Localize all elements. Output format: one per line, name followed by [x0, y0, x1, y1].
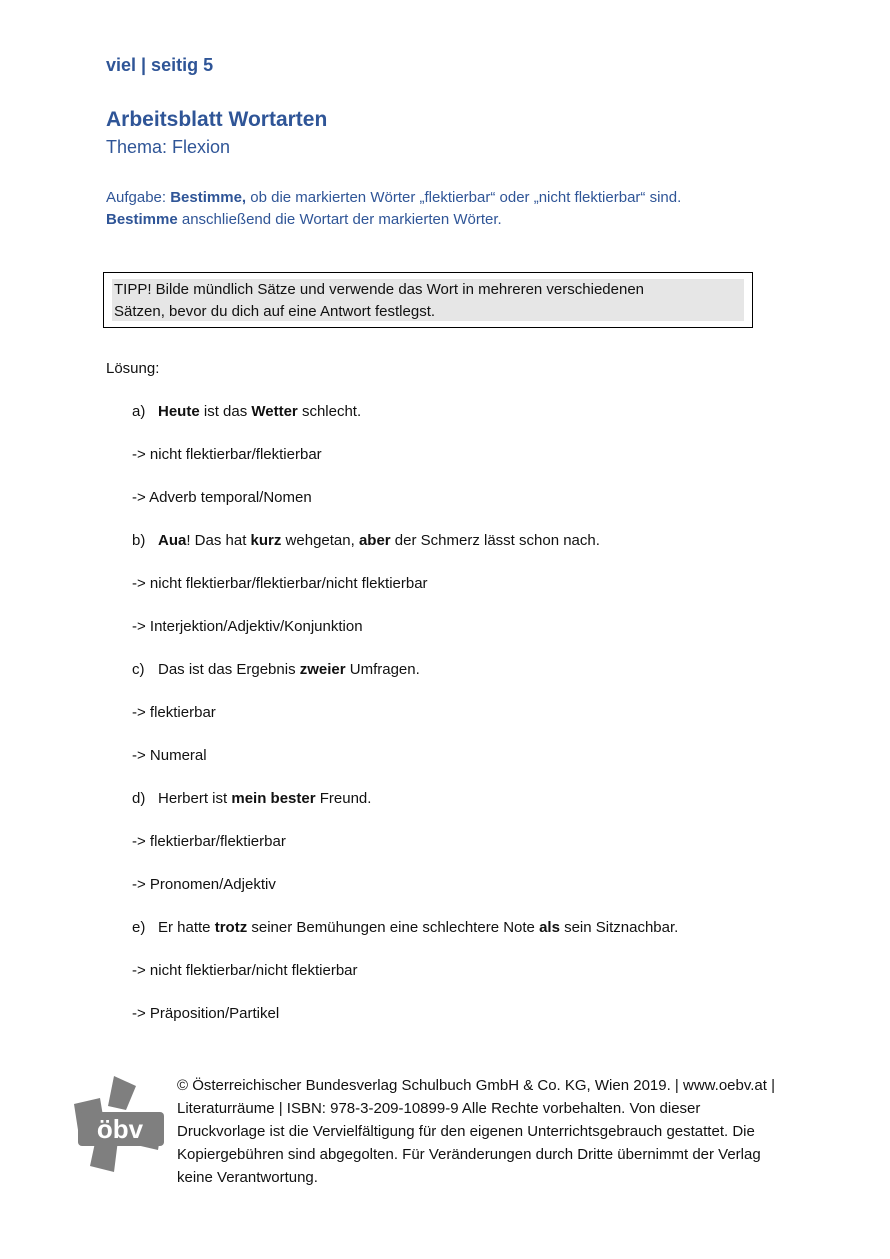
tip-line-1: TIPP! Bilde mündlich Sätze und verwende das Wort in mehreren verschiedenen — [114, 281, 645, 298]
answer-wordclass: -> Adverb temporal/Nomen — [132, 489, 312, 506]
item-marker: e) — [132, 919, 146, 936]
task-verb-1: Bestimme, — [170, 189, 247, 206]
highlighted-word: mein bester — [231, 790, 316, 807]
answer-flexion: -> nicht flektierbar/flektierbar/nicht flektierbar — [132, 575, 428, 592]
sentence-text: ! Das hat — [186, 532, 251, 549]
tip-box — [103, 272, 753, 328]
task-instruction — [106, 187, 786, 231]
task-rest-1: ob die markierten Wörter „flektierbar“ oder „nicht flektierbar“ sind. — [246, 189, 682, 206]
oebv-logo — [74, 1076, 166, 1172]
task-rest-2: anschließend die Wortart der markierten Wörter. — [177, 211, 502, 228]
sentence-text: ist das — [199, 403, 252, 420]
sentence-text: sein Sitznachbar. — [559, 919, 679, 936]
tip-line-2: Sätzen, bevor du dich auf eine Antwort festlegst. — [114, 303, 436, 320]
highlighted-word: trotz — [214, 919, 248, 936]
logo-lettering: öbv — [96, 1114, 144, 1144]
answer-wordclass: -> Pronomen/Adjektiv — [132, 876, 276, 893]
task-prefix: Aufgabe: — [106, 189, 171, 206]
sentence-text: Umfragen. — [345, 661, 420, 678]
answer-wordclass: -> Numeral — [132, 747, 207, 764]
sentence-text: Herbert ist — [158, 790, 232, 807]
answer-flexion: -> flektierbar/flektierbar — [132, 833, 286, 850]
highlighted-word: als — [539, 919, 560, 936]
item-marker: c) — [132, 661, 145, 678]
highlighted-word: aber — [358, 532, 391, 549]
page-title: Arbeitsblatt Wortarten — [106, 108, 328, 131]
sentence-text: seiner Bemühungen eine schlechtere Note — [247, 919, 540, 936]
tip-text — [112, 279, 744, 321]
item-marker: a) — [132, 403, 146, 420]
highlighted-word: Aua — [158, 532, 187, 549]
highlighted-word: Wetter — [251, 403, 298, 420]
sentence-text: der Schmerz lässt schon nach. — [390, 532, 600, 549]
exercise-item — [132, 661, 420, 678]
page-header: viel | seitig 5 — [106, 55, 214, 75]
exercise-item — [132, 790, 371, 807]
sentence-text: Er hatte — [158, 919, 215, 936]
highlighted-word: zweier — [299, 661, 346, 678]
sentence-text: wehgetan, — [281, 532, 359, 549]
copyright-notice: © Österreichischer Bundesverlag Schulbuch GmbH & Co. KG, Wien 2019. | www.oebv.at | Literaturräume | ISBN: 978-3-209-10899-9 Alle Rechte vorbehalten. Von dieser Druckvorlage ist die Vervielfältigung für den eigenen Unterrichtsgebrauch gestattet. Die Kopiergebühren sind abgegolten. Für Veränderungen durch Dritte übernimmt der Verlag keine Verantwortung. — [177, 1077, 775, 1186]
answer-flexion: -> nicht flektierbar/flektierbar — [132, 446, 322, 463]
sentence-text: Das ist das Ergebnis — [158, 661, 300, 678]
answer-flexion: -> nicht flektierbar/nicht flektierbar — [132, 962, 358, 979]
exercise-item — [132, 919, 678, 936]
highlighted-word: kurz — [250, 532, 282, 549]
task-verb-2: Bestimme — [106, 211, 178, 228]
answer-wordclass: -> Präposition/Partikel — [132, 1005, 280, 1022]
page-subtitle: Thema: Flexion — [106, 137, 231, 157]
answer-wordclass: -> Interjektion/Adjektiv/Konjunktion — [132, 618, 363, 635]
answer-flexion: -> flektierbar — [132, 704, 216, 721]
solution-label: Lösung: — [106, 360, 160, 377]
highlighted-word: Heute — [158, 403, 200, 420]
exercise-item — [132, 532, 600, 549]
exercise-item — [132, 403, 361, 420]
item-marker: d) — [132, 790, 146, 807]
sentence-text: schlecht. — [297, 403, 362, 420]
sentence-text: Freund. — [315, 790, 372, 807]
item-marker: b) — [132, 532, 146, 549]
